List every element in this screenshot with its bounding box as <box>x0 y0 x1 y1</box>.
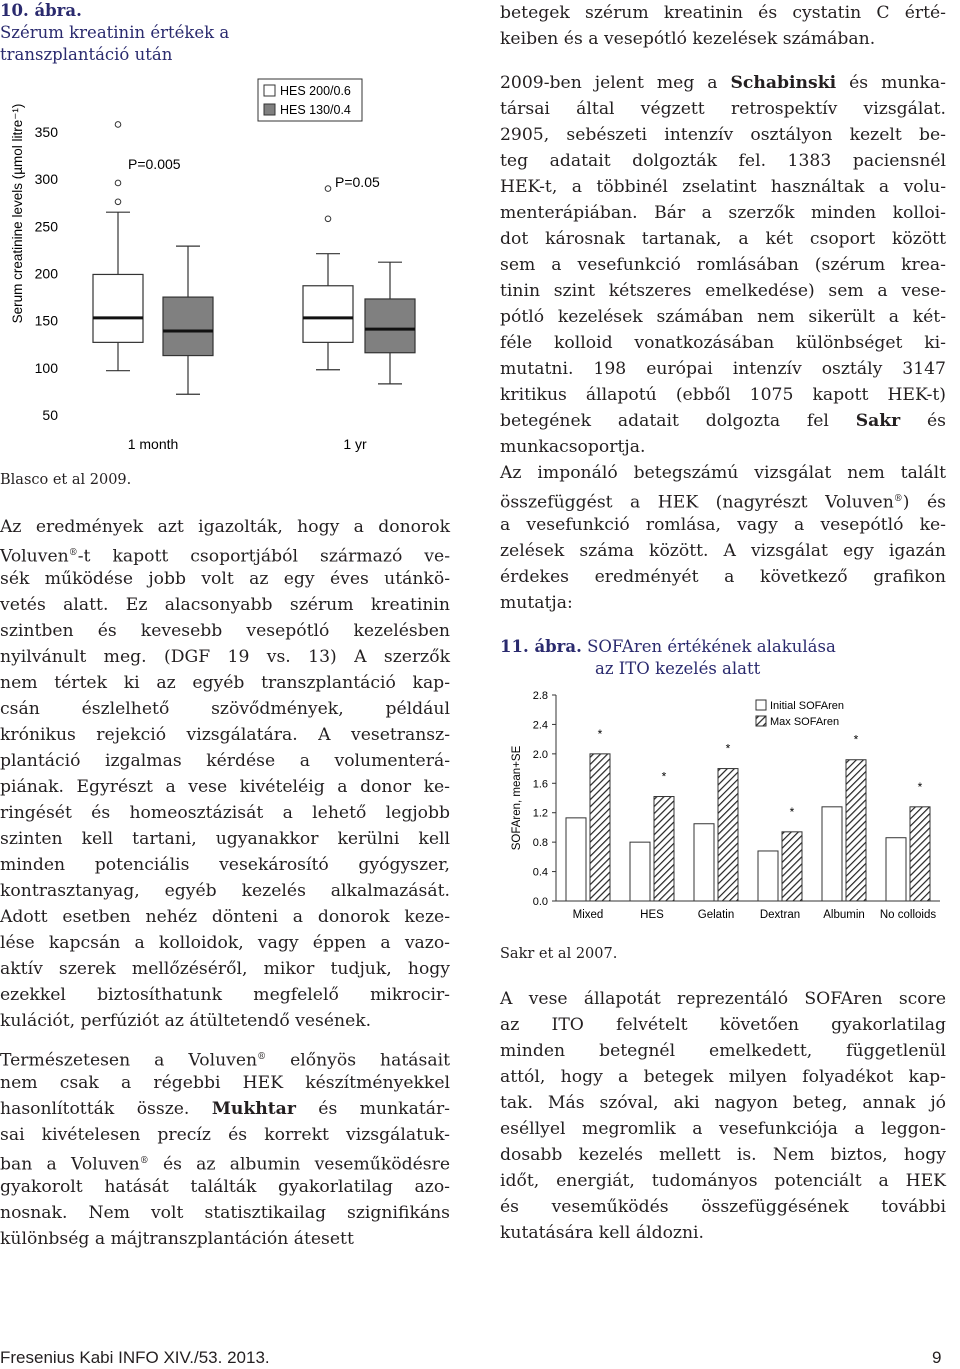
legend-swatch <box>264 104 275 115</box>
bar <box>886 838 906 901</box>
text-line: kritikus állapotú (ebből 1075 kapott HEK-t) <box>500 385 946 405</box>
significance-mark: * <box>725 741 731 756</box>
text-line: nyilvánult meg. (DGF 19 vs. 13) A szerzők <box>0 647 450 667</box>
text-line: csán észlelhető szövődmények, például <box>0 699 450 719</box>
text-line: 2009-ben jelent meg a Schabinski és munka- <box>500 73 946 93</box>
right-paragraph-0 <box>500 0 946 52</box>
legend-swatch <box>756 700 766 710</box>
figure-11-caption <box>500 636 836 680</box>
bar <box>566 818 586 901</box>
figure-10-number: 10. ábra. <box>0 1 82 20</box>
legend-swatch <box>756 716 766 726</box>
left-paragraph-2 <box>0 1044 450 1252</box>
outlier-point <box>325 186 331 192</box>
y-tick-label: 2.0 <box>532 748 548 761</box>
bar <box>718 769 738 901</box>
text-line: keiben és a vesepótló kezelések számában. <box>500 29 876 49</box>
text-line: dot károsnak tartanak, a két csoport között <box>500 229 946 249</box>
text-line: HEK-t, a többinél zselatint használtak a volu- <box>500 177 946 197</box>
y-tick-label: 350 <box>34 124 58 140</box>
legend-swatch <box>264 85 275 96</box>
text-line: kontrasztanyag, egyéb kezelés alkalmazását. <box>0 881 450 901</box>
left-paragraph-1 <box>0 514 450 1034</box>
box-iqr <box>163 297 213 355</box>
x-category-label: 1 yr <box>343 436 367 452</box>
text-line: vetés alatt. Ez alacsonyabb szérum kreatinin <box>0 595 450 615</box>
text-line: időt, energiát, tudományos potenciált a HEK <box>500 1171 946 1191</box>
box-iqr <box>303 286 353 343</box>
text-line: Voluven®-t kapott csoportjából származó ve- <box>0 546 450 567</box>
text-line: szinten kell tartani, ugyanakkor kerülni kell <box>0 829 450 849</box>
text-line: nem csak a régebbi HEK készítményekkel <box>0 1073 450 1093</box>
y-tick-label: 300 <box>34 171 58 188</box>
x-category-label: Mixed <box>572 909 604 921</box>
legend-label: HES 130/0.4 <box>280 103 351 117</box>
legend-label: Max SOFAren <box>770 716 840 728</box>
text-line: érdekes eredményét a következő grafikon <box>500 567 946 587</box>
legend-label: HES 200/0.6 <box>280 84 351 98</box>
figure-10-caption-line2: transzplantáció után <box>0 45 173 64</box>
text-line: Az imponáló betegszámú vizsgálat nem talált <box>500 463 946 483</box>
text-line: ban a Voluven® és az albumin veseműködésre <box>0 1154 450 1175</box>
text-line: ezekkel biztosíthatunk megfelelő mikrocir- <box>0 985 450 1005</box>
text-line: féle kolloid vonatkozásában különbséget ki- <box>500 333 946 353</box>
text-line: kulációt, perfúziót az átültetendő vesének. <box>0 1011 372 1031</box>
text-line: sem a vesefunkció romlásában (szérum krea- <box>500 255 946 275</box>
text-line: mutatja: <box>500 593 573 613</box>
y-tick-label: 100 <box>34 359 58 376</box>
text-line: 2905, sebészeti intenzív osztályon kezelt be- <box>500 125 946 145</box>
p-value-label: P=0.05 <box>335 174 380 190</box>
y-tick-label: 1.2 <box>532 807 548 820</box>
x-category-label: No colloids <box>879 909 937 921</box>
text-line: és veseműködés összefüggésének további <box>500 1197 946 1217</box>
text-line: kutatására kell áldozni. <box>500 1223 705 1243</box>
y-tick-label: 1.6 <box>532 778 548 791</box>
right-paragraph-2 <box>500 986 946 1246</box>
text-line: dosabb kezelés mellett is. Nem biztos, hogy <box>500 1145 946 1165</box>
text-line: A vese állapotát reprezentáló SOFAren score <box>500 989 946 1009</box>
bar <box>758 851 778 901</box>
text-line: krónikus rejekció vizsgálatára. A vesetransz- <box>0 725 450 745</box>
text-line: teg adatait dolgozták fel. 1383 paciensnél <box>500 151 946 171</box>
outlier-point <box>325 216 331 222</box>
significance-mark: * <box>789 804 795 819</box>
figure-10-caption <box>0 0 229 66</box>
outlier-point <box>115 199 121 205</box>
bar <box>846 760 866 901</box>
right-paragraph-1 <box>500 70 946 616</box>
text-line: társai által végzett retrospektív vizsgálat. <box>500 99 946 119</box>
y-tick-label: 0.0 <box>532 896 548 908</box>
significance-mark: * <box>853 732 859 747</box>
outlier-point <box>115 180 121 186</box>
bar <box>910 807 930 901</box>
bar <box>822 807 842 901</box>
text-line: zelések száma között. A vizsgálat egy igazán <box>500 541 946 561</box>
significance-mark: * <box>661 769 667 784</box>
x-category-label: 1 month <box>127 436 179 452</box>
text-line: minden potenciális vesekárosító gyógyszer, <box>0 855 450 875</box>
text-line: tak. Más szóval, aki nagyon beteg, annak jó <box>500 1093 946 1113</box>
bar <box>630 842 650 901</box>
text-line: minden betegnél emelkedett, függetlenül <box>500 1041 946 1061</box>
y-tick-label: 50 <box>42 407 58 423</box>
y-axis-label: Serum creatinine levels (µmol litre⁻¹) <box>10 103 25 324</box>
footer-journal: Fresenius Kabi INFO XIV./53. 2013. <box>0 1348 270 1367</box>
text-line: sék működése jobb volt az egy éves utánkö- <box>0 569 450 589</box>
text-line: Adott esetben nehéz dönteni a donorok keze- <box>0 907 450 927</box>
y-tick-label: 0.4 <box>532 866 548 879</box>
text-line: Az eredmények azt igazolták, hogy a donorok <box>0 517 450 537</box>
text-line: sai kivételesen precíz és korrekt vizsgálatuk- <box>0 1125 450 1145</box>
y-tick-label: 0.8 <box>532 837 548 850</box>
text-line: nosnak. Nem volt statisztikailag szignifikáns <box>0 1203 450 1223</box>
text-line: összefüggést a HEK (nagyrészt Voluven®) és <box>500 492 946 513</box>
p-value-label: P=0.005 <box>128 156 181 172</box>
text-line: tinin szint kétszeres emelkedése) sem a vese- <box>500 281 946 301</box>
text-line: a vesefunkció romlása, vagy a vesepótló ke- <box>500 515 946 535</box>
footer-page-number: 9 <box>932 1348 942 1367</box>
text-line: piának. Egyrészt a vese kivételéig a donor ke- <box>0 777 450 797</box>
figure-11-number: 11. ábra. <box>500 637 582 656</box>
figure-11-caption-line1: SOFAren értékének alakulása <box>587 637 836 656</box>
significance-mark: * <box>917 779 923 794</box>
text-line: pótló kezelések számában nem sikerült a két- <box>500 307 946 327</box>
x-category-label: Gelatin <box>697 909 735 921</box>
figure-10-boxplot <box>0 65 450 465</box>
y-tick-label: 150 <box>34 312 58 329</box>
text-line: ringését és homeosztázisát a lehető legjobb <box>0 803 450 823</box>
text-line: gyakorolt hatását találták gyakorlatilag azo- <box>0 1177 450 1197</box>
text-line: munkacsoportja. <box>500 437 646 457</box>
text-line: menterápiában. Bár a szerzők minden kolloi- <box>500 203 946 223</box>
text-line: aktív szerek mellőzéséről, mikor tudjuk, hogy <box>0 959 450 979</box>
box-iqr <box>365 299 415 353</box>
y-tick-label: 2.4 <box>532 719 548 732</box>
text-line: lése kapcsán a kolloidok, vagy éppen a vazo- <box>0 933 450 953</box>
box-iqr <box>93 274 143 342</box>
figure-11-barchart <box>500 684 946 929</box>
text-line: szintben és kevesebb vesepótló kezelésben <box>0 621 450 641</box>
y-tick-label: 250 <box>34 218 58 235</box>
text-line: különbség a májtranszplantáción átesett <box>0 1229 354 1249</box>
x-category-label: HES <box>640 909 664 921</box>
significance-mark: * <box>597 726 603 741</box>
bar <box>654 797 674 901</box>
text-line: betegek szérum kreatinin és cystatin C érté- <box>500 3 946 23</box>
x-category-label: Albumin <box>823 909 865 921</box>
legend-label: Initial SOFAren <box>770 700 844 712</box>
text-line: plantáció izgalmas kérdése a volumenterá- <box>0 751 450 771</box>
text-line: Természetesen a Voluven® előnyös hatásait <box>0 1050 450 1071</box>
text-line: betegének adatait dolgozta fel Sakr és <box>500 411 946 431</box>
text-line: attól, hogy a betegek milyen folyadékot kap- <box>500 1067 946 1087</box>
figure-10-caption-line1: Szérum kreatinin értékek a <box>0 23 230 42</box>
x-category-label: Dextran <box>759 909 801 921</box>
figure-11-caption-line2: az ITO kezelés alatt <box>595 659 761 678</box>
bar <box>694 824 714 901</box>
text-line: nem tértek ki az egyéb transzplantáció kap- <box>0 673 450 693</box>
bar <box>590 754 610 901</box>
y-axis-label: SOFAren, mean+SE <box>511 745 523 851</box>
text-line: az ITO felvételt követően gyakorlatilag <box>500 1015 946 1035</box>
text-line: eséllyel megromlik a vesefunkciója a leggon- <box>500 1119 946 1139</box>
outlier-point <box>115 122 121 128</box>
y-tick-label: 200 <box>34 265 58 282</box>
text-line: hasonlították össze. Mukhtar és munkatár- <box>0 1099 450 1119</box>
text-line: mutatni. 198 európai intenzív osztály 3147 <box>500 359 946 379</box>
y-tick-label: 2.8 <box>532 690 548 702</box>
figure-10-source: Blasco et al 2009. <box>0 472 132 488</box>
figure-11-source: Sakr et al 2007. <box>500 946 618 962</box>
bar <box>782 832 802 901</box>
